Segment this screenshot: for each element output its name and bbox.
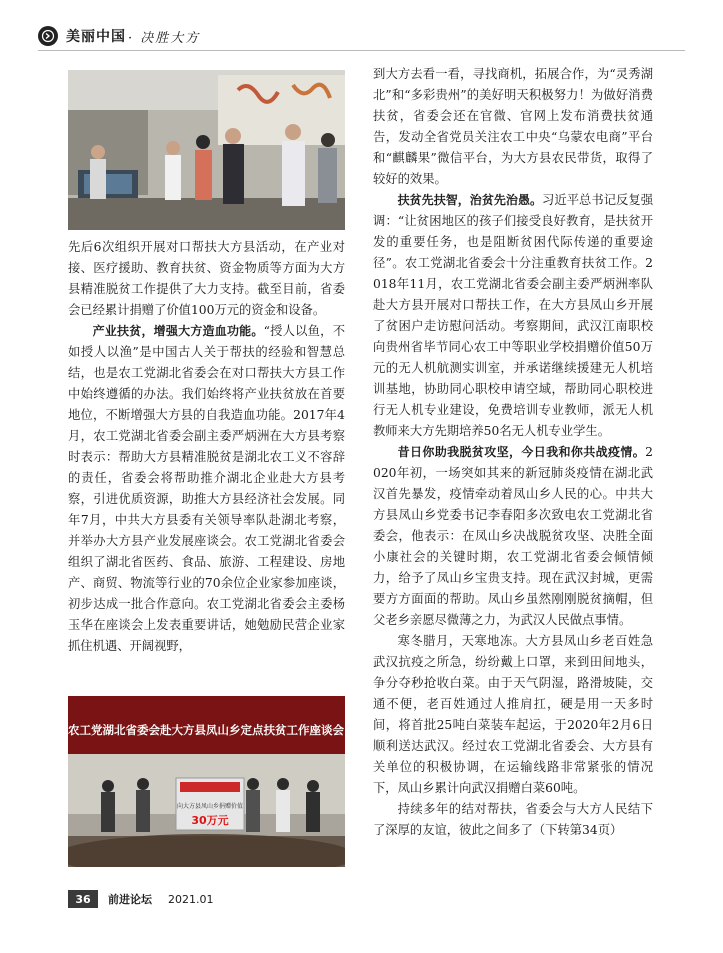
paragraph-epidemic-body: 2020年初，一场突如其来的新冠肺炎疫情在湖北武汉首先暴发，疫情牵动着凤山乡人民的心。中共大方县凤山乡党委书记李春阳多次致电农工党湖北省委会，他表示：在凤山乡决战脱贫攻坚、决胜全面小康社会的关键时期，农工党湖北省委会倾情倾力，给予了凤山乡宝贵支持。现在武汉封城，更需要方方面面的帮助。凤山乡虽然刚刚脱贫摘帽，但父老乡亲愿尽微薄之力，为武汉人民做点事情。 [373, 445, 653, 627]
section-tagline: · 决胜大方 [128, 30, 201, 46]
right-column [373, 64, 653, 841]
board-caption: 向大方县凤山乡捐赠价值 [176, 803, 244, 810]
header-divider [38, 50, 685, 51]
section-brand: 美丽中国 [66, 29, 126, 45]
paragraph-consumption: 到大方去看一看，寻找商机，拓展合作，为“灵秀湖北”和“多彩贵州”的美好明天积极努力！为做好消费扶贫，省委会还在官微、官网上发布消费扶贫通告，发动全省党员关注农工中央“乌蒙农电商”平台和“麒麟果”微信平台，为大方县农民带货，取得了较好的效果。 [373, 67, 653, 186]
paragraph-epidemic [373, 442, 653, 631]
paragraph-industry-body: “授人以鱼，不如授人以渔”是中国古人关于帮扶的经验和智慧总结，也是农工党湖北省委会在对口帮扶大方县工作中始终遵循的办法。我们始终将产业扶贫放在首要地位，不断增强大方县的自我造血功能。2017年4月，农工党湖北省委会副主委严炳洲在大方县考察时表示：帮助大方县精准脱贫是湖北农工义不容辞的责任，省委会将帮助推介湖北企业赴大方县考察，引进优质资源，助推大方县经济社会发展。同年7月，中共大方县委有关领导率队赴湖北考察，并举办大方县产业发展座谈会。农工党湖北省委会组织了湖北省医药、食品、旅游、工程建设、房地产、商贸、物流等行业的70余位企业家参加座谈，初步达成一批合作意向。农工党湖北省委会主委杨玉华在座谈会上发表重要讲话，她勉励民营企业家抓住机遇、开阔视野， [68, 324, 345, 653]
visit-photo [68, 70, 345, 230]
paragraph-education [373, 190, 653, 442]
paragraph-friendship: 持续多年的结对帮扶，省委会与大方人民结下了深厚的友谊，彼此之间多了（下转第34页） [373, 802, 653, 837]
meeting-photo [68, 696, 345, 867]
subheading-education: 扶贫先扶智，治贫先治愚。 [397, 193, 543, 207]
paragraph-continued: 先后6次组织开展对口帮扶大方县活动，在产业对接、医疗援助、教育扶贫、资金物质等方面为大方县精准脱贫工作提供了大力支持。截至目前，省委会已经累计捐赠了价值100万元的资金和设备。 [68, 240, 345, 317]
page-footer [68, 890, 214, 908]
meeting-banner: 农工党湖北省委会赴大方县凤山乡定点扶贫工作座谈会 [68, 723, 344, 737]
left-column [68, 237, 345, 657]
paragraph-cabbage: 寒冬腊月，天寒地冻。大方县凤山乡老百姓急武汉抗疫之所急，纷纷戴上口罩，来到田间地头，争分夺秒抢收白菜。由于天气阴湿，路滑坡陡，交通不便，老百姓通过人推肩扛，硬是用一天多时间，将首批25吨白菜装车起运，于2020年2月6日顺利送达武汉。经过农工党湖北省委会、大方县有关单位的积极协调，在运输线路非常紧张的情况下，凤山乡累计向武汉捐赠白菜60吨。 [373, 634, 653, 795]
issue-number: 2021.01 [168, 892, 214, 906]
page-number: 36 [68, 890, 98, 908]
board-amount: 30万元 [191, 814, 229, 827]
right-arrow-circle-icon [38, 26, 58, 46]
paragraph-education-body: 习近平总书记反复强调：“让贫困地区的孩子们接受良好教育，是扶贫开发的重要任务，也是阻断贫困代际传递的重要途径”。农工党湖北省委会十分注重教育扶贫工作。2018年11月，农工党湖北省委会副主委严炳洲率队赴大方县开展对口帮扶工作，在大方县凤山乡开展了贫困户走访慰问活动。考察期间，武汉江南职校向贵州省毕节同心农工中等职业学校捐赠价值50万元的无人机航测实训室，并承诺继续援建无人机培训基地，协助同心职校申请空域，帮助同心职校进行无人机专业建设，免费培训专业教师，派无人机教师来大方先期培养50名无人机专业学生。 [373, 193, 653, 438]
paragraph-industry [68, 321, 345, 657]
page-header [38, 24, 200, 48]
subheading-epidemic: 昔日你助我脱贫攻坚，今日我和你共战疫情。 [397, 445, 646, 459]
journal-name: 前进论坛 [108, 893, 152, 906]
subheading-industry: 产业扶贫，增强大方造血功能。 [92, 324, 264, 338]
